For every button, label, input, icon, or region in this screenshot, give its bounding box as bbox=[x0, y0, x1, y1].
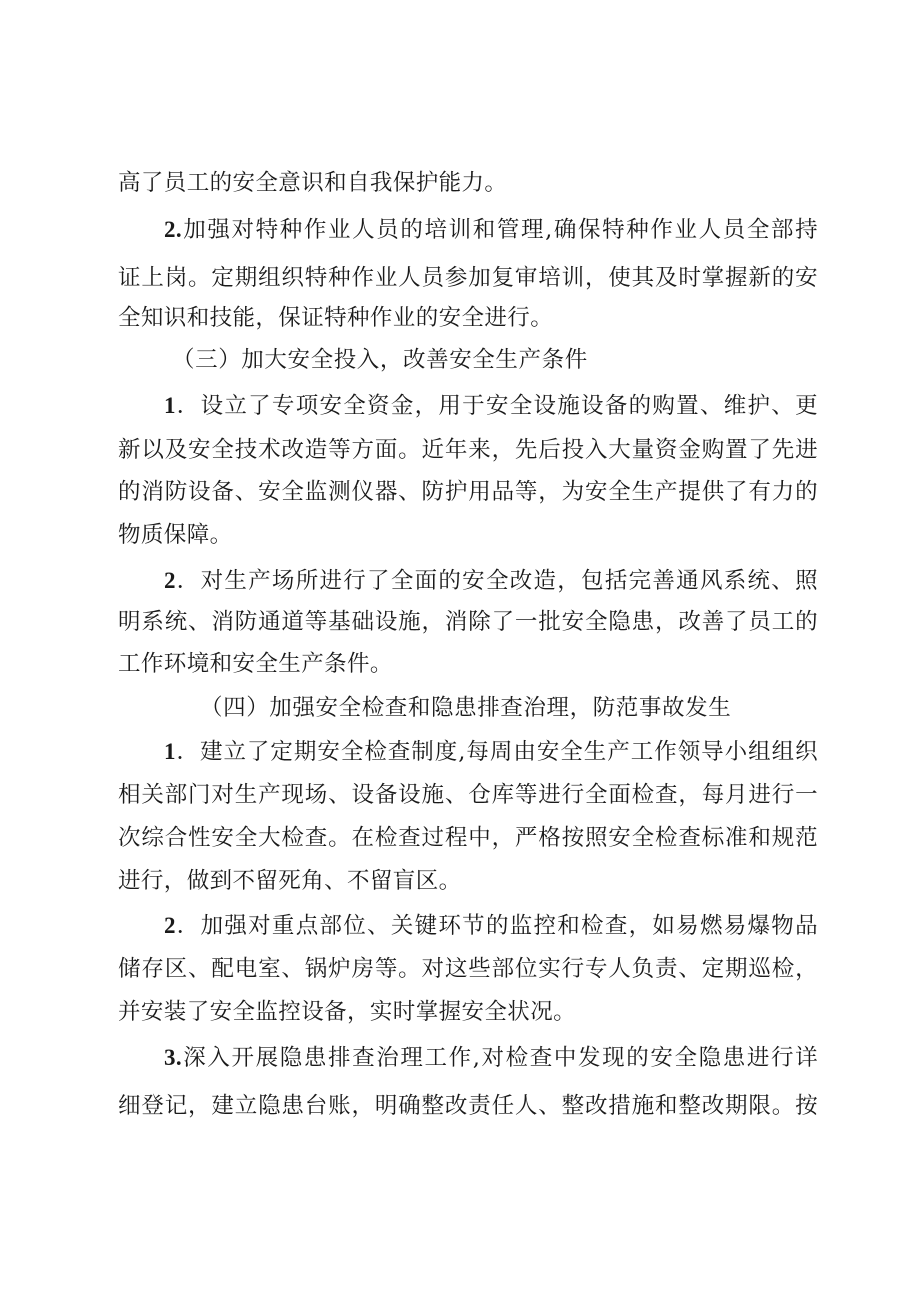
heading-text: （四）加强安全检查和隐患排查治理，防范事故发生 bbox=[200, 695, 732, 721]
text-line bbox=[118, 1086, 818, 1126]
line-text: 工作环境和安全生产条件。 bbox=[118, 651, 393, 677]
line-text: 物质保障。 bbox=[118, 522, 233, 548]
section-heading bbox=[200, 688, 818, 728]
line-text: 全知识和技能，保证特种作业的安全进行。 bbox=[118, 305, 554, 331]
text-line bbox=[118, 258, 818, 298]
line-text: 深入开展隐患排查治理工作,对检查中发现的安全隐患进行详 bbox=[182, 1045, 818, 1071]
text-line bbox=[118, 818, 818, 858]
item-number: 2 bbox=[164, 568, 176, 593]
item-number: 2 bbox=[164, 913, 176, 938]
text-line bbox=[118, 602, 818, 642]
line-text: 进行，做到不留死角、不留盲区。 bbox=[118, 868, 462, 894]
text-line bbox=[118, 775, 818, 815]
text-line bbox=[164, 1038, 818, 1078]
line-text: 并安装了安全监控设备，实时掌握安全状况。 bbox=[118, 999, 577, 1025]
line-text: 次综合性安全大检查。在检查过程中，严格按照安全检查标准和规范 bbox=[118, 825, 818, 851]
line-text: 明系统、消防通道等基础设施，消除了一批安全隐患，改善了员工的 bbox=[118, 609, 818, 635]
text-line bbox=[164, 732, 818, 772]
item-number: 1 bbox=[164, 739, 176, 764]
text-line bbox=[164, 386, 818, 426]
text-line bbox=[164, 561, 818, 601]
text-line bbox=[118, 949, 818, 989]
heading-text: （三）加大安全投入，改善安全生产条件 bbox=[172, 347, 588, 373]
text-line bbox=[118, 472, 818, 512]
text-line bbox=[118, 515, 818, 555]
item-number: 3. bbox=[164, 1045, 183, 1070]
line-text: 高了员工的安全意识和自我保护能力。 bbox=[118, 170, 508, 196]
line-text: 储存区、配电室、锅炉房等。对这些部位实行专人负责、定期巡检， bbox=[118, 956, 818, 982]
item-number: 2. bbox=[164, 217, 183, 242]
line-text: ．设立了专项安全资金，用于安全设施设备的购置、维护、更 bbox=[175, 393, 818, 419]
text-line bbox=[118, 644, 818, 684]
text-line bbox=[118, 861, 818, 901]
text-line bbox=[118, 298, 818, 338]
item-number: 1 bbox=[164, 393, 176, 418]
line-text: 证上岗。定期组织特种作业人员参加复审培训，使其及时掌握新的安 bbox=[118, 265, 818, 291]
text-line bbox=[118, 163, 818, 203]
line-text: 新以及安全技术改造等方面。近年来，先后投入大量资金购置了先进 bbox=[118, 437, 818, 463]
line-text: ．建立了定期安全检查制度,每周由安全生产工作领导小组组织 bbox=[175, 739, 818, 765]
section-heading bbox=[172, 340, 818, 380]
text-line bbox=[118, 430, 818, 470]
text-line bbox=[118, 992, 818, 1032]
line-text: ．对生产场所进行了全面的安全改造，包括完善通风系统、照 bbox=[175, 568, 818, 594]
text-line bbox=[164, 906, 818, 946]
line-text: 细登记，建立隐患台账，明确整改责任人、整改措施和整改期限。按 bbox=[118, 1093, 818, 1119]
line-text: ．加强对重点部位、关键环节的监控和检查，如易燃易爆物品 bbox=[175, 913, 818, 939]
line-text: 加强对特种作业人员的培训和管理,确保特种作业人员全部持 bbox=[182, 217, 818, 243]
line-text: 相关部门对生产现场、设备设施、仓库等进行全面检查，每月进行一 bbox=[118, 782, 818, 808]
line-text: 的消防设备、安全监测仪器、防护用品等，为安全生产提供了有力的 bbox=[118, 479, 818, 505]
text-line bbox=[164, 210, 818, 250]
